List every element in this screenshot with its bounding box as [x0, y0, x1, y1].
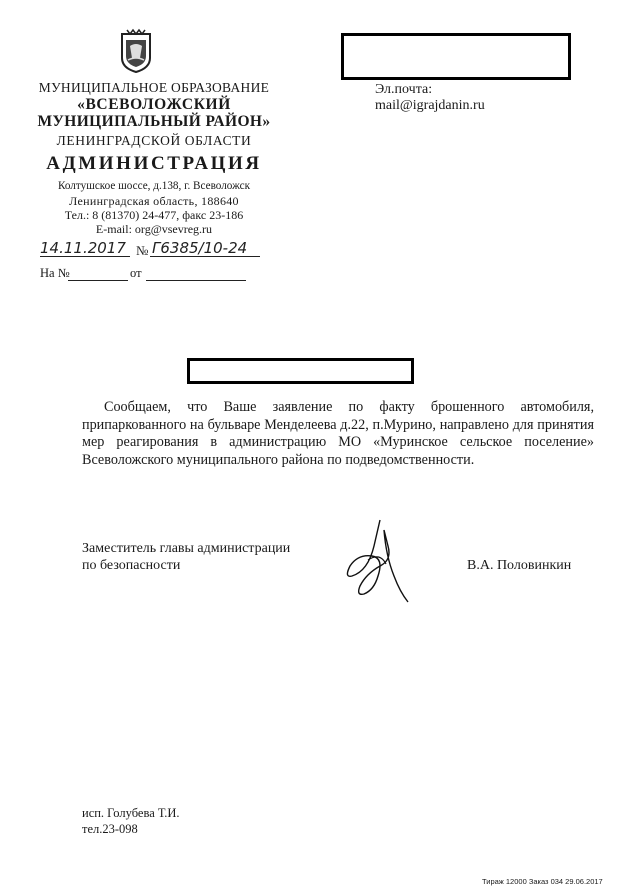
header-line-4: ЛЕНИНГРАДСКОЙ ОБЛАСТИ — [56, 133, 252, 148]
header-line-2: «ВСЕВОЛОЖСКИЙ — [77, 96, 231, 113]
header-address-1: Колтушское шоссе, д.138, г. Всеволожск — [57, 180, 251, 192]
header-title: АДМИНИСТРАЦИЯ — [46, 153, 262, 174]
redacted-salutation-box — [187, 358, 414, 384]
ref-date-underline — [146, 280, 246, 281]
header-phone: Тел.: 8 (81370) 24-477, факс 23-186 — [64, 208, 244, 222]
outgoing-date: 14.11.2017 — [40, 239, 126, 257]
number-underline — [150, 256, 260, 257]
executor-name: исп. Голубева Т.И. — [82, 806, 180, 820]
ref-label: На № — [40, 266, 70, 280]
reference-line — [40, 266, 260, 284]
header-line-3: МУНИЦИПАЛЬНЫЙ РАЙОН» — [37, 113, 271, 130]
letter-body — [82, 399, 594, 469]
recipient-email: mail@igrajdanin.ru — [375, 98, 485, 113]
coat-of-arms-icon — [118, 28, 154, 74]
outgoing-number: Г6385/10-24 — [152, 239, 248, 257]
number-label: № — [136, 243, 149, 258]
outgoing-reg-line — [40, 238, 265, 260]
signer-name: В.А. Половинкин — [467, 558, 572, 573]
body-paragraph: Сообщаем, что Ваше заявление по факту брошенного автомобиля, припаркованного на бульваре Менделеева д.22, п.Мурино, направлено для принятия мер реагирования в администрацию МО «Муринское сельское поселение» Всеволожского муниципального района по подведомственности. — [82, 399, 594, 468]
date-underline — [40, 256, 130, 257]
header-address-2: Ленинградская область, 188640 — [69, 194, 239, 208]
executor-phone: тел.23-098 — [82, 822, 138, 836]
header-email: E-mail: org@vsevreg.ru — [95, 222, 213, 236]
handwritten-signature-icon — [338, 516, 418, 606]
signer-position-2: по безопасности — [82, 558, 181, 573]
recipient-email-label: Эл.почта: — [375, 82, 433, 97]
redacted-recipient-box — [341, 33, 571, 80]
signer-position-1: Заместитель главы администрации — [82, 541, 291, 556]
header-line-1: МУНИЦИПАЛЬНОЕ ОБРАЗОВАНИЕ — [38, 80, 270, 95]
ref-from-label: от — [130, 266, 142, 280]
print-info: Тираж 12000 Заказ 034 29.06.2017 — [482, 877, 603, 886]
ref-number-underline — [68, 280, 128, 281]
